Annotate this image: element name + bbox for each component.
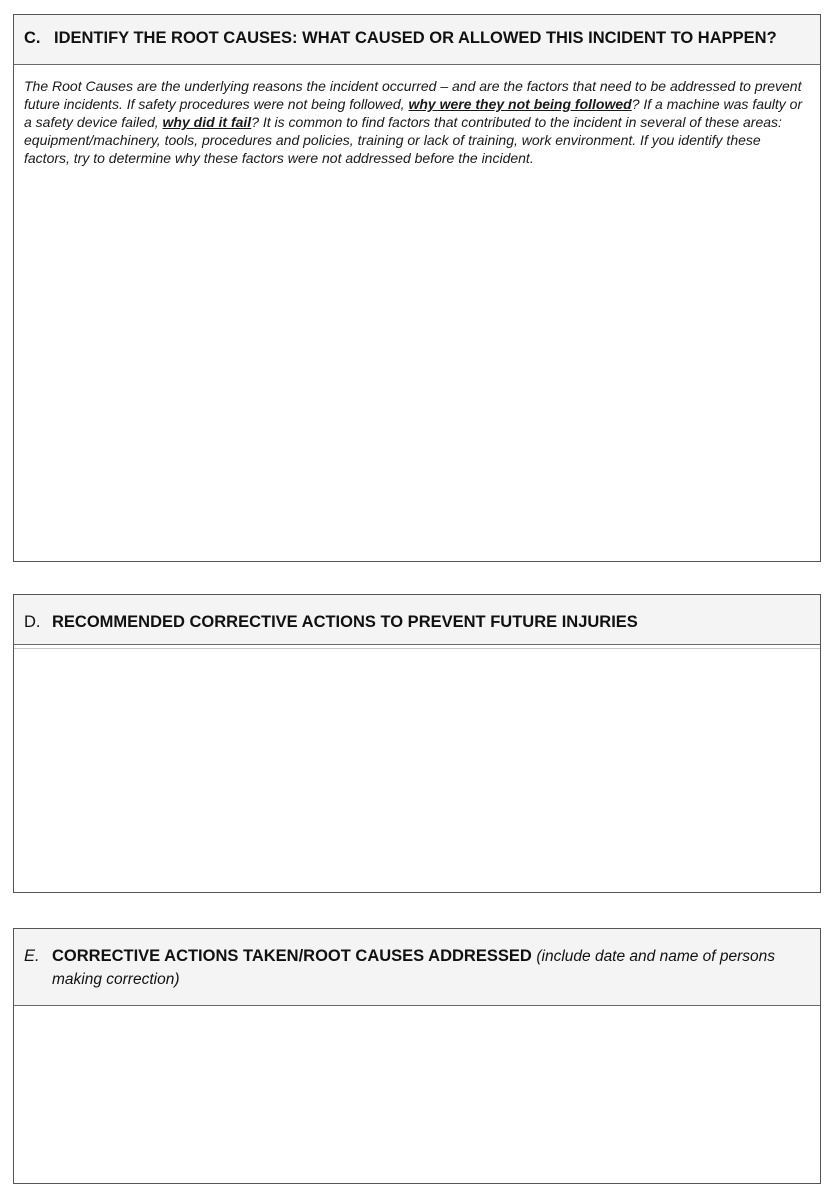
- section-e-letter: E.: [24, 947, 40, 965]
- section-e-header: [14, 929, 820, 1006]
- section-c: [13, 14, 821, 562]
- section-c-answer-area[interactable]: [14, 167, 820, 507]
- desc-part-3: ? It is common to find factors that contributed to the incident in several of these areas: equipment/machinery, tools, procedures and policies, training or lack of training, work environment. If you identify these factors, try to determine why these factors were not addressed before the incident.: [24, 114, 782, 166]
- section-c-title: [24, 27, 810, 49]
- section-c-heading: IDENTIFY THE ROOT CAUSES: WHAT CAUSED OR ALLOWED THIS INCIDENT TO HAPPEN?: [54, 29, 777, 47]
- section-d: [13, 594, 821, 893]
- section-c-header: [14, 15, 820, 65]
- section-e-note: (include date and name of persons making correction): [52, 948, 776, 988]
- section-e-heading-wrap: [52, 945, 810, 991]
- section-d-answer-area[interactable]: [14, 645, 820, 883]
- section-e-title: [24, 945, 810, 991]
- section-d-letter: D.: [24, 613, 41, 631]
- section-e: [13, 928, 821, 1184]
- section-d-heading: RECOMMENDED CORRECTIVE ACTIONS TO PREVENT FUTURE INJURIES: [52, 613, 638, 631]
- desc-emphasis-2: why did it fail: [162, 114, 252, 130]
- section-d-title: [24, 611, 810, 633]
- desc-emphasis-1: why were they not being followed: [408, 96, 632, 112]
- section-c-description: [14, 65, 820, 167]
- section-c-letter: C.: [24, 29, 41, 47]
- section-d-header: [14, 595, 820, 645]
- section-e-answer-area[interactable]: [14, 1006, 820, 1182]
- section-d-header-rule: [14, 648, 820, 649]
- desc-part-2: ? If a machine was faulty or a safety device failed,: [24, 96, 803, 130]
- desc-part-1: The Root Causes are the underlying reasons the incident occurred – and are the factors that need to be addressed to prevent future incidents. If safety procedures were not being followed,: [24, 78, 802, 112]
- section-e-heading: CORRECTIVE ACTIONS TAKEN/ROOT CAUSES ADDRESSED: [52, 947, 532, 965]
